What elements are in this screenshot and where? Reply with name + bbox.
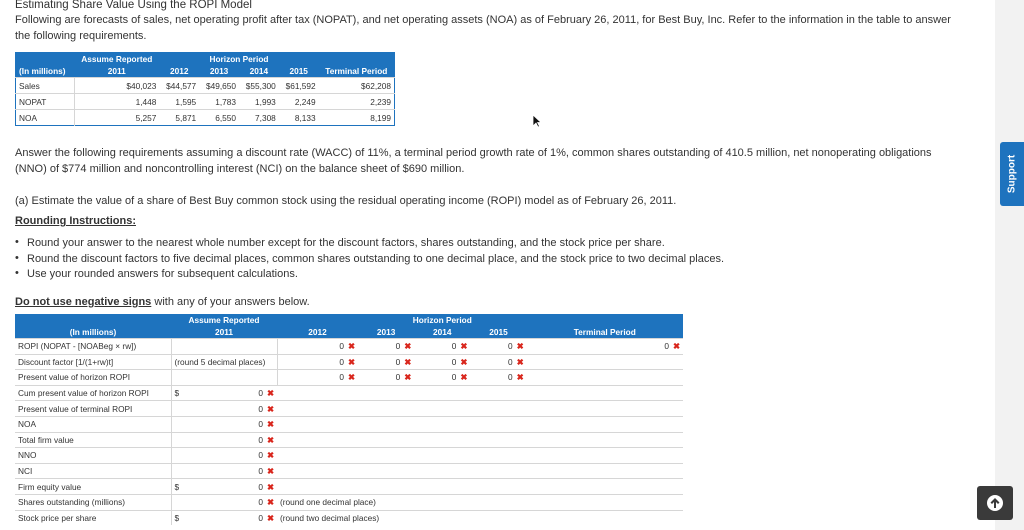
row-label: Total firm value	[15, 432, 171, 448]
table-row	[15, 401, 683, 417]
cell: 2,239	[319, 94, 395, 110]
row-label: Present value of terminal ROPI	[15, 401, 171, 417]
cell: $49,650	[199, 78, 239, 94]
table-row	[15, 510, 683, 525]
rounding-heading: Rounding Instructions:	[15, 215, 136, 227]
wrong-icon: ✖	[348, 341, 355, 352]
answer-cell[interactable]: $ 0 ✖	[171, 385, 277, 401]
answer-cell[interactable]: 0 ✖	[171, 401, 277, 417]
row-label: NOA	[15, 416, 171, 432]
wrong-icon: ✖	[267, 497, 274, 508]
col-header: 2011	[74, 65, 159, 78]
wrong-icon: ✖	[348, 372, 355, 383]
wrong-icon: ✖	[348, 356, 355, 367]
col-header: 2013	[358, 326, 414, 339]
answer-cell[interactable]: $ 0 ✖	[171, 479, 277, 495]
negative-note-bold: Do not use negative signs	[15, 296, 152, 308]
row-label: Firm equity value	[15, 479, 171, 495]
table-row	[15, 494, 683, 510]
col-header: 2015	[279, 65, 319, 78]
row-label: NOA	[16, 110, 75, 126]
cell: 5,871	[159, 110, 199, 126]
cell: 5,257	[74, 110, 159, 126]
table-row	[16, 94, 395, 110]
cell: 8,133	[279, 110, 319, 126]
wrong-icon: ✖	[673, 341, 680, 352]
bullet-icon: •	[15, 267, 19, 279]
col-header: 2014	[414, 326, 470, 339]
answer-cell[interactable]: 0 ✖	[414, 339, 470, 355]
wrong-icon: ✖	[516, 356, 524, 367]
col-header: Terminal Period	[527, 326, 683, 339]
row-label: Stock price per share	[15, 510, 171, 525]
answer-cell[interactable]: 0 ✖	[414, 354, 470, 370]
header-assume-reported: Assume Reported	[74, 53, 159, 66]
dollar-sign: $	[174, 481, 180, 492]
answer-table	[15, 314, 683, 525]
answer-cell[interactable]: 0 ✖	[358, 339, 414, 355]
answer-cell[interactable]: 0 ✖	[171, 494, 277, 510]
part-a-text: (a) Estimate the value of a share of Best Buy common stock using the residual operating income (ROPI) model as of February 26, 2011.	[15, 195, 677, 207]
note: (round 5 decimal places)	[171, 354, 277, 370]
mouse-cursor-icon	[532, 114, 542, 128]
wrong-icon: ✖	[267, 512, 274, 523]
rounding-item: Use your rounded answers for subsequent calculations.	[27, 268, 298, 280]
table-row	[15, 339, 683, 355]
requirements-text: Answer the following requirements assuming a discount rate (WACC) of 11%, a terminal period growth rate of 1%, common shares outstanding of 410.5 million, net nonoperating obligations	[15, 147, 932, 159]
answer-cell[interactable]: 0 ✖	[358, 370, 414, 386]
rounding-item: Round the discount factors to five decimal places, common shares outstanding to one decimal place, and the stock price to two decimal places.	[27, 253, 725, 265]
wrong-icon: ✖	[267, 481, 274, 492]
cell: 1,993	[239, 94, 279, 110]
cell: 8,199	[319, 110, 395, 126]
dollar-sign: $	[174, 388, 180, 399]
rounding-item: Round your answer to the nearest whole number except for the discount factors, shares outstanding, and the stock price per share.	[27, 237, 665, 249]
wrong-icon: ✖	[267, 388, 274, 399]
requirements-text-2: (NNO) of $774 million and noncontrolling interest (NCI) on the balance sheet of $690 million.	[15, 163, 465, 175]
cell: $44,577	[159, 78, 199, 94]
answer-cell[interactable]: 0 ✖	[277, 354, 358, 370]
col-header: 2013	[199, 65, 239, 78]
wrong-icon: ✖	[267, 466, 274, 477]
wrong-icon: ✖	[404, 356, 412, 367]
table-row	[15, 463, 683, 479]
answer-cell[interactable]: 0 ✖	[171, 432, 277, 448]
row-label: NNO	[15, 448, 171, 464]
negative-note-rest: with any of your answers below.	[151, 296, 310, 308]
bullet-icon: •	[15, 236, 19, 248]
arrow-up-icon	[977, 486, 1013, 520]
col-header: 2015	[470, 326, 526, 339]
col-header: 2012	[159, 65, 199, 78]
table-row	[15, 479, 683, 495]
table-row	[15, 370, 683, 386]
dollar-sign: $	[174, 512, 180, 523]
cell: 1,783	[199, 94, 239, 110]
wrong-icon: ✖	[516, 341, 524, 352]
header-horizon-period: Horizon Period	[358, 314, 527, 326]
table-row	[15, 354, 683, 370]
cell: 1,595	[159, 94, 199, 110]
row-label: Present value of horizon ROPI	[15, 370, 171, 386]
table-row	[15, 416, 683, 432]
answer-cell[interactable]: 0 ✖	[358, 354, 414, 370]
cell: $62,208	[319, 78, 395, 94]
cell: $61,592	[279, 78, 319, 94]
row-label: NOPAT	[16, 94, 75, 110]
answer-cell[interactable]: 0 ✖	[470, 339, 526, 355]
cell: 2,249	[279, 94, 319, 110]
negative-note	[15, 295, 310, 309]
answer-cell[interactable]: 0 ✖	[171, 416, 277, 432]
wrong-icon: ✖	[404, 341, 412, 352]
answer-cell[interactable]: 0 ✖	[171, 448, 277, 464]
support-label: Support	[1006, 154, 1018, 194]
intro-text: Following are forecasts of sales, net operating profit after tax (NOPAT), and net operating assets (NOA) as of February 26, 2011, for Best Buy, Inc. Refer to the information in the table to answer	[15, 14, 951, 26]
col-header: 2014	[239, 65, 279, 78]
header-assume-reported: Assume Reported	[171, 314, 277, 326]
table-row	[15, 448, 683, 464]
cell: $40,023	[74, 78, 159, 94]
intro-text-2: the following requirements.	[15, 30, 147, 42]
answer-cell[interactable]: 0 ✖	[414, 370, 470, 386]
cell: 7,308	[239, 110, 279, 126]
wrong-icon: ✖	[267, 403, 274, 414]
scroll-to-top-button[interactable]	[977, 486, 1013, 520]
row-label: Shares outstanding (millions)	[15, 494, 171, 510]
row-label: Discount factor [1/(1+rw)t]	[15, 354, 171, 370]
wrong-icon: ✖	[516, 372, 524, 383]
row-label: ROPI (NOPAT - [NOABeg × rw])	[15, 339, 171, 355]
wrong-icon: ✖	[267, 434, 274, 445]
row-label: Cum present value of horizon ROPI	[15, 385, 171, 401]
wrong-icon: ✖	[267, 419, 274, 430]
col-header: 2011	[171, 326, 277, 339]
col-header: Terminal Period	[319, 65, 395, 78]
wrong-icon: ✖	[460, 341, 468, 352]
answer-cell[interactable]: 0 ✖	[171, 463, 277, 479]
answer-cell[interactable]: 0 ✖	[470, 354, 526, 370]
table-row	[15, 385, 683, 401]
cell: 6,550	[199, 110, 239, 126]
col-header: (In millions)	[16, 65, 75, 78]
wrong-icon: ✖	[460, 372, 468, 383]
cell: 1,448	[74, 94, 159, 110]
row-label: Sales	[16, 78, 75, 94]
note: (round one decimal place)	[277, 494, 683, 510]
cell: $55,300	[239, 78, 279, 94]
answer-cell[interactable]: 0 ✖	[277, 339, 358, 355]
answer-cell[interactable]: 0 ✖	[277, 370, 358, 386]
header-horizon-period: Horizon Period	[159, 53, 318, 66]
table-row	[16, 78, 395, 94]
bullet-icon: •	[15, 252, 19, 264]
wrong-icon: ✖	[267, 450, 274, 461]
col-header: 2012	[277, 326, 358, 339]
forecast-table	[15, 52, 395, 126]
table-row	[16, 110, 395, 126]
col-header: (In millions)	[15, 326, 171, 339]
wrong-icon: ✖	[404, 372, 412, 383]
wrong-icon: ✖	[460, 356, 468, 367]
note: (round two decimal places)	[277, 510, 683, 525]
page-title: Estimating Share Value Using the ROPI Model	[15, 0, 252, 11]
table-row	[15, 432, 683, 448]
right-gutter	[995, 0, 1024, 530]
answer-cell[interactable]: $ 0 ✖	[171, 510, 277, 525]
support-tab[interactable]	[1000, 142, 1024, 206]
answer-cell[interactable]: 0 ✖	[527, 339, 683, 355]
row-label: NCI	[15, 463, 171, 479]
answer-cell[interactable]: 0 ✖	[470, 370, 526, 386]
